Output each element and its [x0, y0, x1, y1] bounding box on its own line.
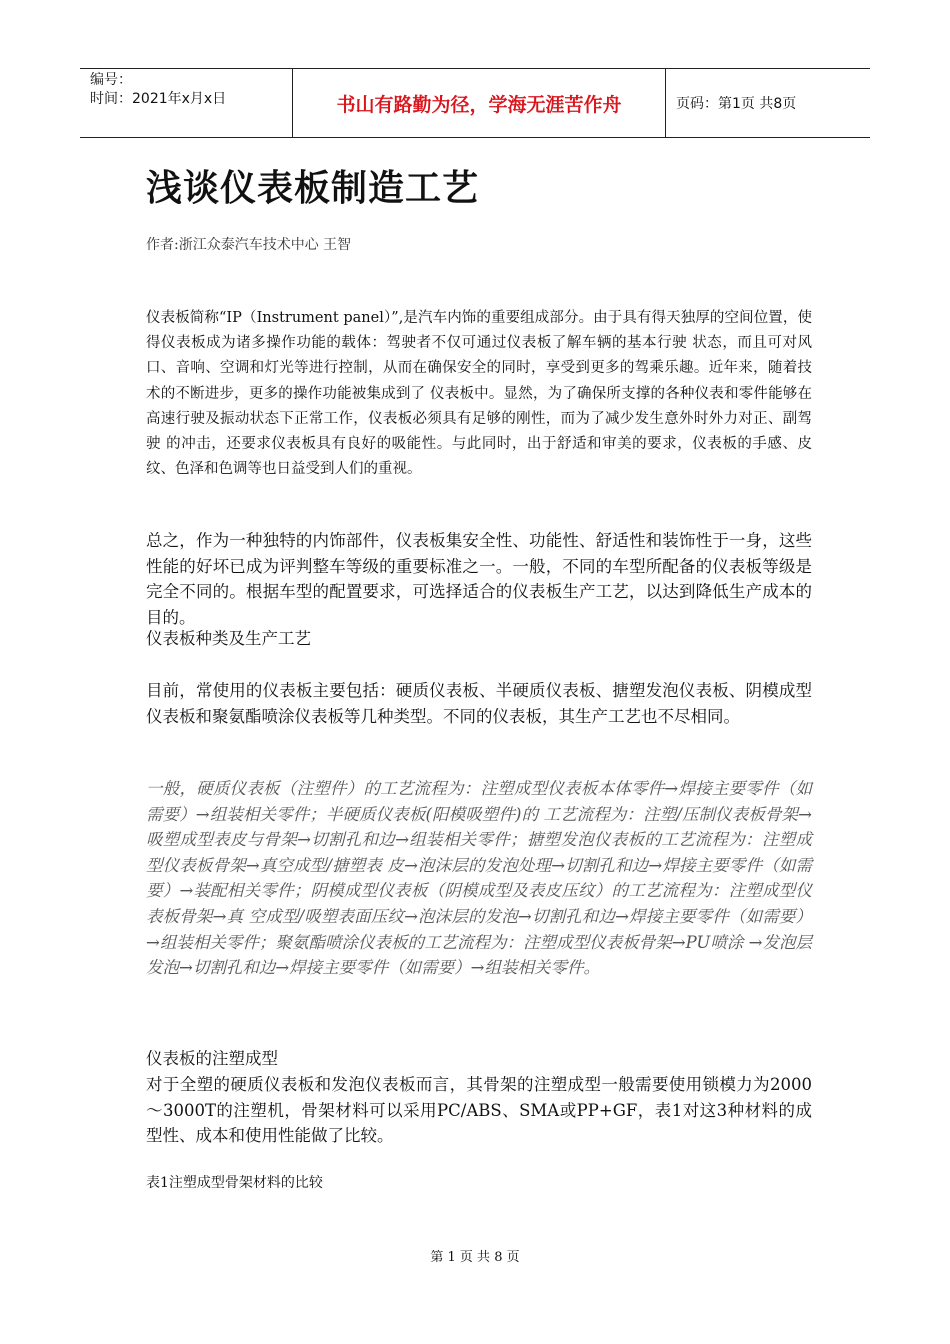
header-info-cell — [80, 69, 293, 137]
summary-paragraph: 总之，作为一种独特的内饰部件，仪表板集安全性、功能性、舒适性和装饰性于一身，这些性能的好坏已成为评判整车等级的重要标准之一。一般，不同的车型所配备的仪表板等级是完全不同的。根据车型的配置要求，可选择适合的仪表板生产工艺，以达到降低生产成本的目的。 — [146, 531, 812, 627]
number-label: 编号： — [90, 72, 132, 88]
page-footer: 第 1 页 共 8 页 — [430, 1250, 520, 1265]
intro-paragraph: 仪表板简称“IP（Instrument panel）”,是汽车内饰的重要组成部分。由于具有得天独厚的空间位置，使得仪表板成为诸多操作功能的载体：驾驶者不仅可通过仪表板了解车辆的基本行驶 状态，而且可对风口、音响、空调和灯光等进行控制，从而在确保安全的同时，享受到更多的驾乘乐趣。近年来，随着技术的不断进步，更多的操作功能被集成到了 仪表板中。显然，为了确保所支撑的各种仪表和零件能够在高速行驶及振动状态下正常工作，仪表板必须具有足够的刚性，而为了减少发生意外时外力对正、副驾驶 的冲击，还要求仪表板具有良好的吸能性。与此同时，出于舒适和审美的要求，仪表板的手感、皮纹、色泽和色调等也日益受到人们的重视。 — [146, 310, 812, 478]
types-paragraph: 目前，常使用的仪表板主要包括：硬质仪表板、半硬质仪表板、搪塑发泡仪表板、阴模成型仪表板和聚氨酯喷涂仪表板等几种类型。不同的仪表板，其生产工艺也不尽相同。 — [146, 681, 812, 726]
process-paragraph: 一般，硬质仪表板（注塑件）的工艺流程为：注塑成型仪表板本体零件→焊接主要零件（如需要）→组装相关零件；半硬质仪表板(阳模吸塑件)的 工艺流程为：注塑/压制仪表板骨架→吸塑成型表皮与骨架→切割孔和边→组装相关零件；搪塑发泡仪表板的工艺流程为：注塑成型仪表板骨架→真空成型/搪塑表 皮→泡沫层的发泡处理→切割孔和边→焊接主要零件（如需要）→装配相关零件；阴模成型仪表板（阴模成型及表皮压纹）的工艺流程为：注塑成型仪表板骨架→真 空成型/吸塑表面压纹→泡沫层的发泡→切割孔和边→焊接主要零件（如需要）→组装相关零件；聚氨酯喷涂仪表板的工艺流程为：注塑成型仪表板骨架→PU喷涂 →发泡层发泡→切割孔和边→焊接主要零件（如需要）→组装相关零件。 — [146, 779, 812, 978]
date-label: 时间：2021年x月x日 — [90, 91, 227, 107]
injection-paragraph: 对于全塑的硬质仪表板和发泡仪表板而言，其骨架的注塑成型一般需要使用锁模力为2000～3000T的注塑机，骨架材料可以采用PC/ABS、SMA或PP+GF，表1对这3种材料的成型性、成本和使用性能做了比较。 — [146, 1075, 812, 1146]
table-caption: 表1注塑成型骨架材料的比较 — [146, 1175, 323, 1191]
author-line: 作者:浙江众泰汽车技术中心 王智 — [146, 237, 352, 253]
page-header — [80, 68, 870, 138]
section-heading-injection: 仪表板的注塑成型 — [146, 1049, 278, 1068]
section-heading-types: 仪表板种类及生产工艺 — [146, 629, 311, 648]
header-slogan: 书山有路勤为径，学海无涯苦作舟 — [293, 69, 666, 137]
document-title: 浅谈仪表板制造工艺 — [146, 168, 480, 209]
header-page-info: 页码：第1页 共8页 — [676, 96, 797, 112]
